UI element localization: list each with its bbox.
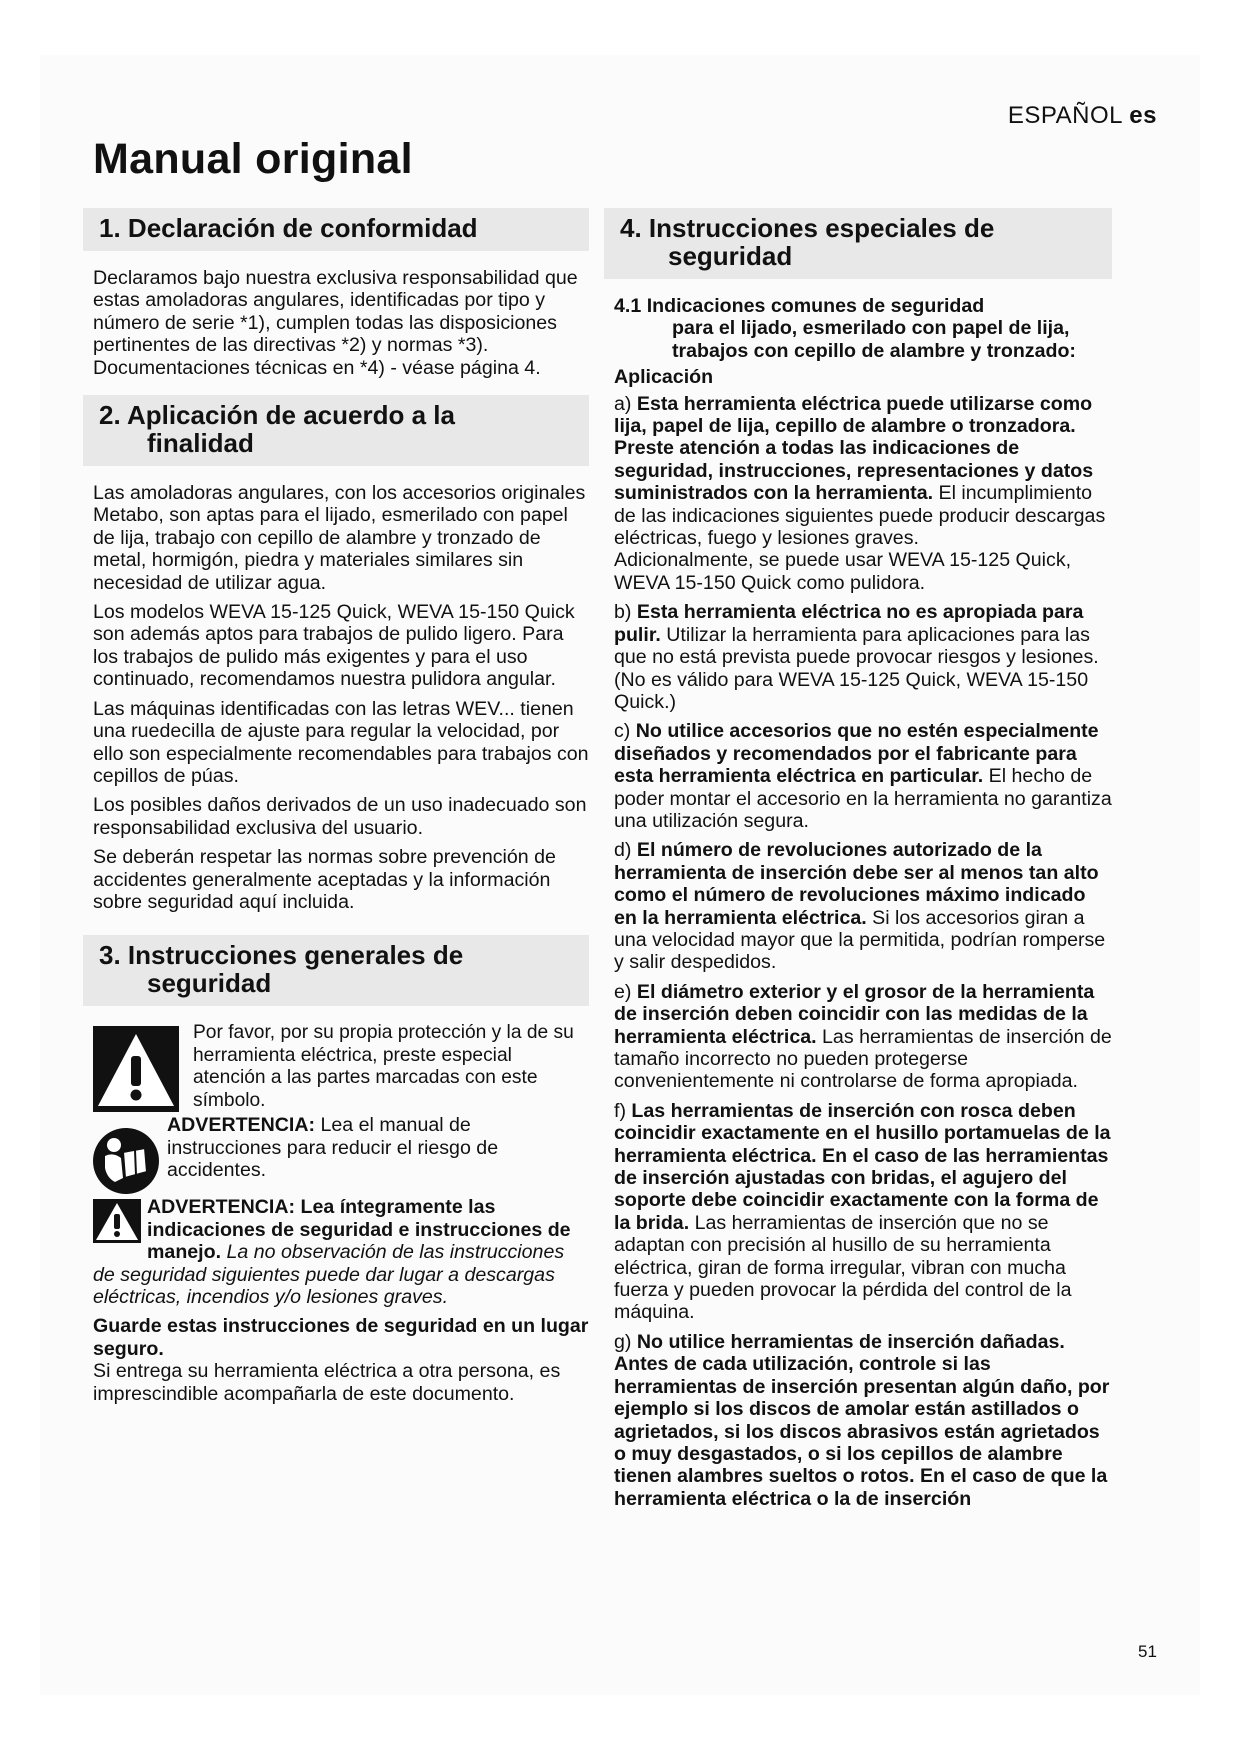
read-manual-icon xyxy=(93,1128,159,1194)
item-g: g) No utilice herramientas de inserción dañadas. Antes de cada utilización, controle si las herramientas de inserción presentan algún daño, por ejemplo si los discos de amolar están astillados o agrietados, si los discos abrasivos están agrietados o muy desgastados, o si los cepillos de alambre tienen alambres sueltos o rotos. En el caso de que la herramienta eléctrica o la de inserción xyxy=(614,1330,1110,1510)
section-1-heading: 1. Declaración de conformidad xyxy=(83,208,589,251)
keep-instructions-heading: Guarde estas instrucciones de seguridad en un lugar seguro. xyxy=(93,1315,589,1360)
section-2-paragraph-4: Los posibles daños derivados de un uso inadecuado son responsabilidad exclusiva del usuario. xyxy=(93,794,587,839)
warning-symbol-block xyxy=(93,1022,589,1112)
warning-triangle-icon xyxy=(93,1026,179,1112)
subsection-4-1-heading: 4.1 Indicaciones comunes de seguridad para el lijado, esmerilado con papel de lija, trabajos con cepillo de alambre y tronzado: xyxy=(614,295,1076,362)
section-3-heading: 3. Instrucciones generales de seguridad xyxy=(83,935,589,1006)
read-manual-block xyxy=(93,1114,589,1194)
section-2-paragraph-2: Los modelos WEVA 15-125 Quick, WEVA 15-150 Quick son además aptos para trabajos de pulido ligero. Para los trabajos de pulido más exigentes y para el uso continuado, recomendamos nuestra pulidora angular. xyxy=(93,601,575,691)
item-c: c) No utilice accesorios que no estén especialmente diseñados y recomendados por el fabricante para esta herramienta eléctrica en particular. El hecho de poder montar el accesorio en la herramienta no garantiza una utilización segura. xyxy=(614,720,1112,832)
section-2-heading: 2. Aplicación de acuerdo a la finalidad xyxy=(83,395,589,466)
item-d: d) El número de revoluciones autorizado de la herramienta de inserción debe ser al menos tan alto como el número de revoluciones máximo indicado en la herramienta eléctrica. Si los accesorios giran a una velocidad mayor que la permitida, podrían romperse y salir despedidos. xyxy=(614,839,1106,974)
aplicacion-heading: Aplicación xyxy=(614,366,714,389)
item-f: f) Las herramientas de inserción con rosca deben coincidir exactamente en el husillo portamuelas de la herramienta eléctrica. En el caso de las herramientas de inserción ajustadas con bridas, el agujero del soporte debe coincidir exactamente con la forma de la brida. Las herramientas de inserción que no se adaptan con precisión al husillo de su herramienta eléctrica, giran de forma irregular, vibran con mucha fuerza y pueden provocar la pérdida del control de la máquina. xyxy=(614,1099,1111,1324)
right-column xyxy=(614,208,1112,1517)
warning-symbol-text: Por favor, por su propia protección y la de su herramienta eléctrica, preste especial atención a las partes marcadas con este símbolo. xyxy=(193,1022,574,1111)
safety-warning-block xyxy=(93,1196,589,1308)
warning-small-icon xyxy=(93,1199,141,1243)
section-2-paragraph-3: Las máquinas identificadas con las letras WEV... tienen una ruedecilla de ajuste para regular la velocidad, por ello son especialmente recomendables para trabajos con cepillos de púas. xyxy=(93,697,589,787)
keep-instructions-text: Si entrega su herramienta eléctrica a otra persona, es imprescindible acompañarla de este documento. xyxy=(93,1360,561,1405)
section-4-heading: 4. Instrucciones especiales de seguridad xyxy=(604,208,1112,279)
item-e: e) El diámetro exterior y el grosor de la herramienta de inserción deben coincidir con las medidas de la herramienta eléctrica. Las herramientas de inserción de tamaño incorrecto no pueden protegerse convenientemente ni controlarse de forma apropiada. xyxy=(614,980,1112,1093)
page-title: Manual original xyxy=(93,135,413,183)
item-a: a) Esta herramienta eléctrica puede utilizarse como lija, papel de lija, cepillo de alambre o tronzadora. Preste atención a todas las indicaciones de seguridad, instrucciones, representaciones y datos suministrados con la herramienta. El incumplimiento de las indicaciones siguientes puede producir descargas eléctricas, fuego y lesiones graves. xyxy=(614,392,1106,550)
left-column xyxy=(93,208,589,1412)
safety-warning-text: ADVERTENCIA: Lea íntegramente las indicaciones de seguridad e instrucciones de manejo. La no observación de las instrucciones de seguridad siguientes puede dar lugar a descargas eléctricas, incendios y/o lesiones graves. xyxy=(93,1196,571,1308)
section-2-paragraph-1: Las amoladoras angulares, con los accesorios originales Metabo, son aptas para el lijado, esmerilado con papel de lija, trabajo con cepillo de alambre y tronzado de metal, hormigón, piedra y materiales similares sin necesidad de utilizar agua. xyxy=(93,482,586,594)
section-1-paragraph: Declaramos bajo nuestra exclusiva responsabilidad que estas amoladoras angulares, identificadas por tipo y número de serie *1), cumplen todas las disposiciones pertinentes de las directivas *2) y normas *3). Documentaciones técnicas en *4) - véase página 4. xyxy=(93,267,578,379)
item-a-extra: Adicionalmente, se puede usar WEVA 15-125 Quick, WEVA 15-150 Quick como pulidora. xyxy=(614,549,1072,594)
item-b: b) Esta herramienta eléctrica no es apropiada para pulir. Utilizar la herramienta para aplicaciones para las que no está prevista puede provocar riesgos y lesiones. (No es válido para WEVA 15-125 Quick, WEVA 15-150 Quick.) xyxy=(614,601,1099,713)
read-manual-text: ADVERTENCIA: Lea el manual de instrucciones para reducir el riesgo de accidentes. xyxy=(167,1114,499,1182)
section-2-paragraph-5: Se deberán respetar las normas sobre prevención de accidentes generalmente aceptadas y la información sobre seguridad aquí incluida. xyxy=(93,846,556,913)
language-header: ESPAÑOL es xyxy=(1007,102,1157,129)
page-number: 51 xyxy=(1138,1642,1157,1661)
